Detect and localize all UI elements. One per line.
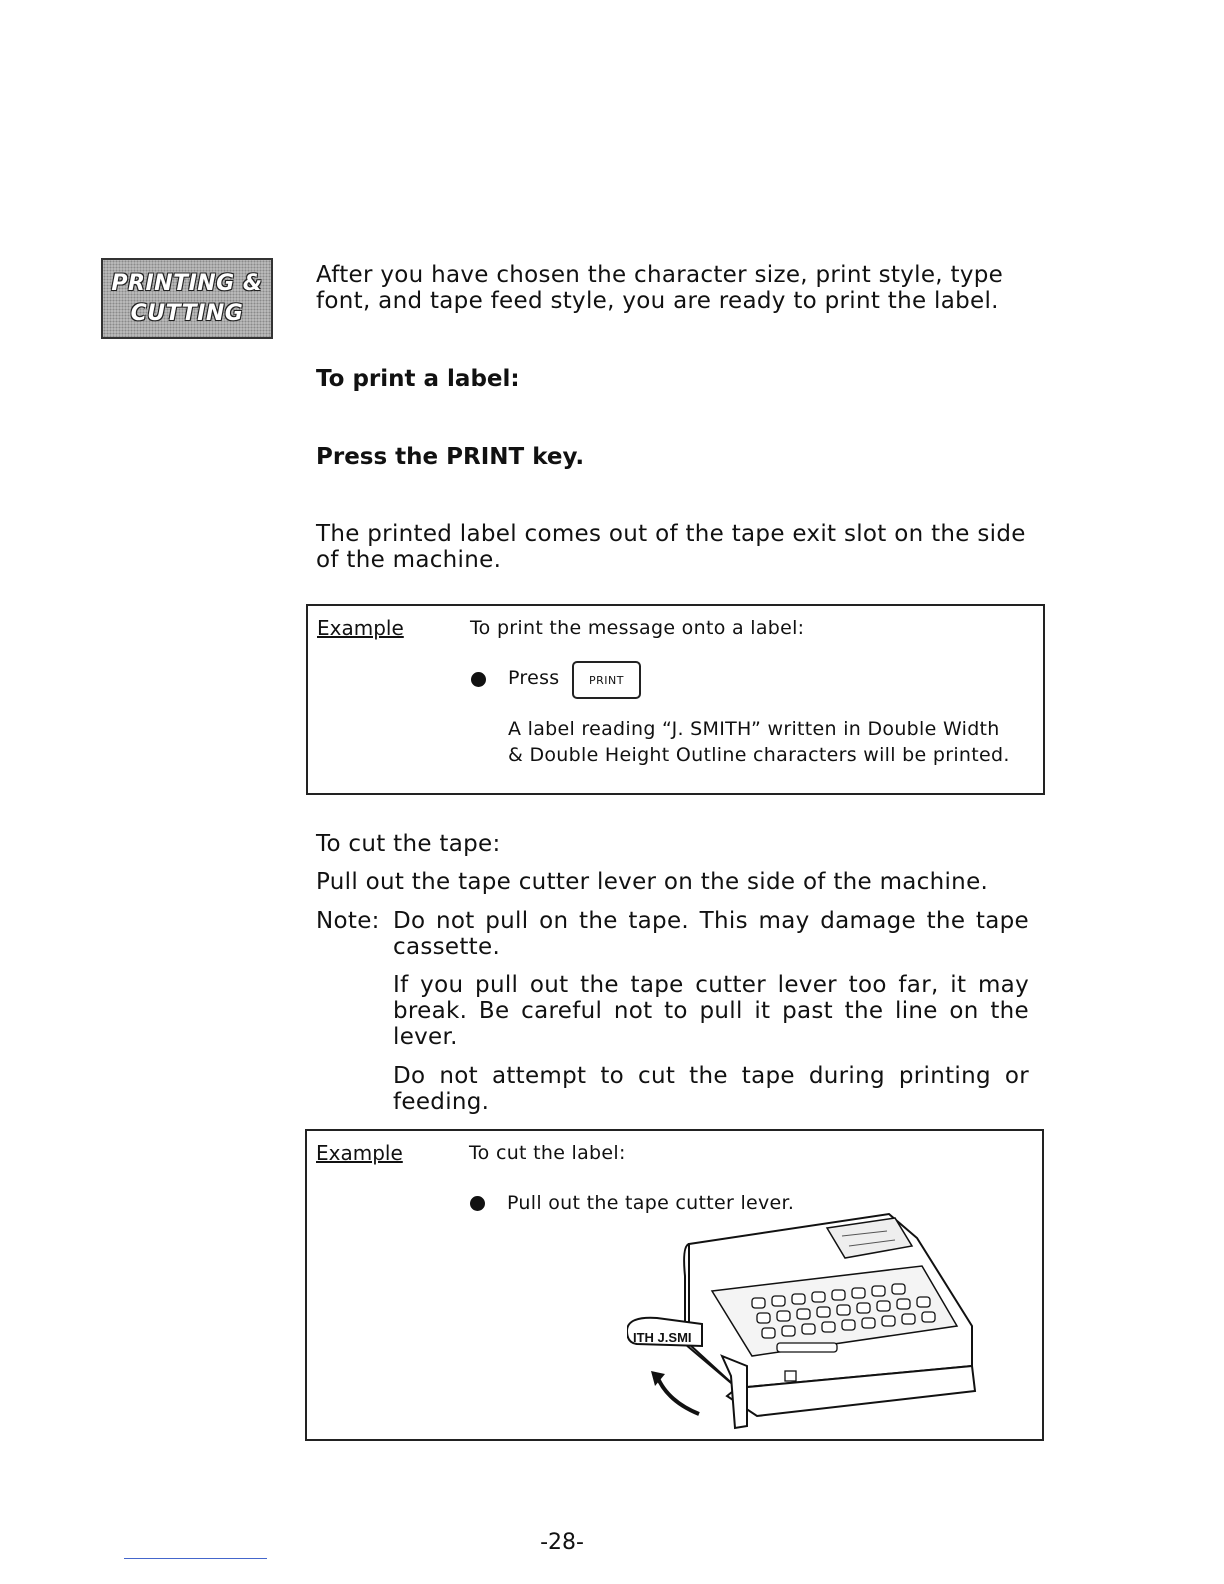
press-label: Press	[508, 667, 560, 689]
example-cut-bullet-text: Pull out the tape cutter lever.	[507, 1192, 795, 1214]
note-2: If you pull out the tape cutter lever too far, it may break. Be careful not to pull it past the line on the lever.	[393, 972, 1029, 1050]
example-cut-box	[305, 1129, 1044, 1441]
cut-title: To cut the tape:	[316, 831, 501, 857]
note-3: Do not attempt to cut the tape during printing or feeding.	[393, 1063, 1029, 1115]
example-result-line2: & Double Height Outline characters will be printed.	[508, 744, 1010, 766]
example-cut-intro: To cut the label:	[469, 1142, 626, 1164]
print-key-icon	[572, 661, 641, 699]
example-print-box	[306, 604, 1045, 795]
example-label: Example	[316, 1141, 403, 1165]
heading-print-label: To print a label:	[316, 366, 520, 392]
bullet-icon	[470, 1196, 485, 1211]
bullet-icon	[471, 672, 486, 687]
example-result-line1: A label reading “J. SMITH” written in Double Width	[508, 718, 1000, 740]
note-1: Do not pull on the tape. This may damage the tape cassette.	[393, 908, 1029, 960]
intro-paragraph: After you have chosen the character size, print style, type font, and tape feed style, you are ready to print the label.	[316, 262, 1004, 314]
example-intro: To print the message onto a label:	[470, 617, 805, 639]
section-tab-line1: PRINTING &	[111, 270, 263, 296]
page-number: -28-	[540, 1530, 584, 1555]
printed-info-paragraph: The printed label comes out of the tape exit slot on the side of the machine.	[316, 521, 1026, 573]
footer-rule	[124, 1558, 267, 1559]
heading-press-print: Press the PRINT key.	[316, 444, 585, 470]
section-tab	[101, 258, 273, 339]
section-tab-line2: CUTTING	[130, 300, 244, 326]
label-maker-illustration	[627, 1206, 987, 1436]
tape-text: ITH J.SMI	[633, 1330, 692, 1345]
note-label: Note:	[316, 908, 380, 934]
cut-instruction: Pull out the tape cutter lever on the side of the machine.	[316, 869, 989, 895]
print-key-label: PRINT	[589, 673, 624, 687]
example-label: Example	[317, 616, 404, 640]
